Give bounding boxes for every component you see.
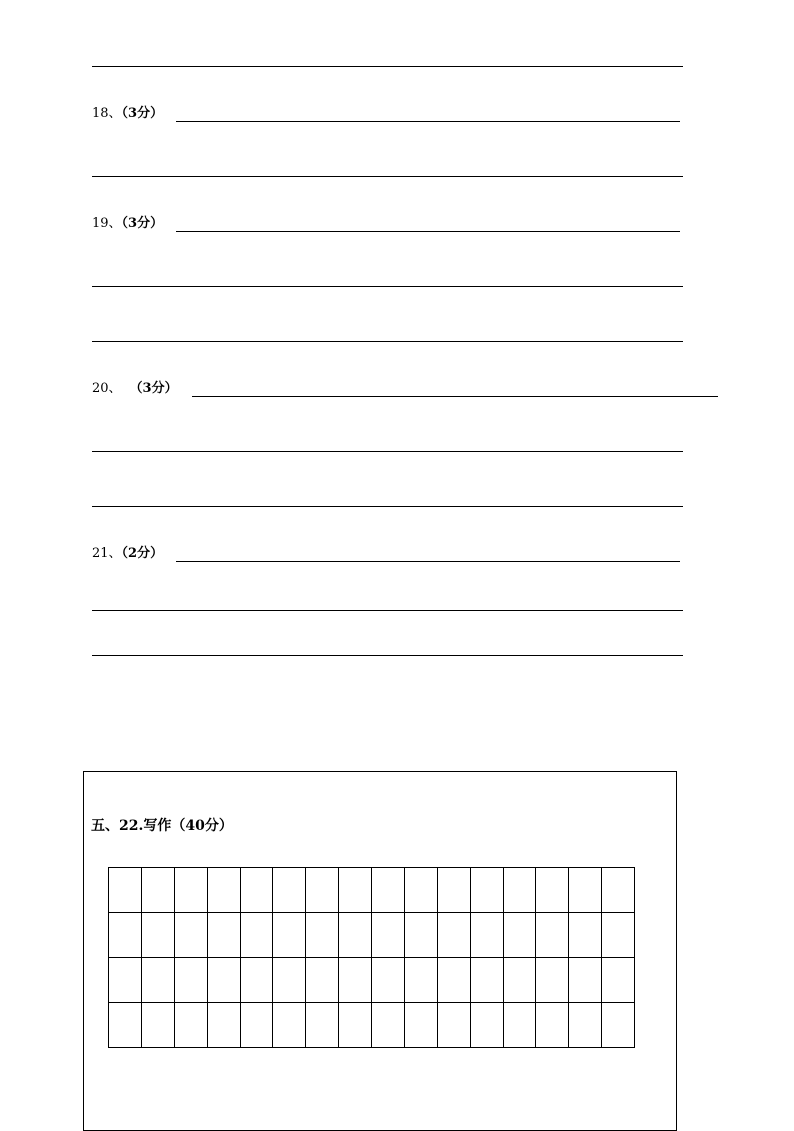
grid-cell[interactable] bbox=[372, 913, 405, 958]
grid-cell[interactable] bbox=[142, 1003, 175, 1048]
grid-cell[interactable] bbox=[405, 913, 438, 958]
answer-line[interactable] bbox=[92, 286, 683, 287]
grid-cell[interactable] bbox=[306, 913, 339, 958]
grid-cell[interactable] bbox=[339, 868, 372, 913]
grid-cell[interactable] bbox=[569, 958, 602, 1003]
grid-cell[interactable] bbox=[438, 1003, 471, 1048]
question-20-label bbox=[92, 381, 178, 397]
question-number: 18、 bbox=[92, 106, 122, 121]
answer-line[interactable] bbox=[192, 396, 718, 397]
question-number: 20、 bbox=[92, 381, 122, 396]
grid-cell[interactable] bbox=[504, 913, 537, 958]
grid-cell[interactable] bbox=[175, 958, 208, 1003]
question-18-label bbox=[92, 106, 163, 122]
grid-cell[interactable] bbox=[306, 868, 339, 913]
grid-cell[interactable] bbox=[405, 1003, 438, 1048]
answer-line[interactable] bbox=[176, 121, 680, 122]
grid-cell[interactable] bbox=[109, 958, 142, 1003]
answer-line[interactable] bbox=[92, 66, 683, 67]
question-points: （2分） bbox=[121, 546, 164, 561]
grid-cell[interactable] bbox=[273, 913, 306, 958]
grid-cell[interactable] bbox=[602, 913, 635, 958]
answer-line[interactable] bbox=[92, 506, 683, 507]
grid-cell[interactable] bbox=[372, 958, 405, 1003]
grid-cell[interactable] bbox=[142, 958, 175, 1003]
grid-cell[interactable] bbox=[536, 958, 569, 1003]
grid-cell[interactable] bbox=[536, 1003, 569, 1048]
question-points: （3分） bbox=[121, 216, 164, 231]
essay-writing-grid[interactable] bbox=[108, 867, 635, 1048]
answer-line[interactable] bbox=[92, 451, 683, 452]
grid-cell[interactable] bbox=[569, 1003, 602, 1048]
grid-cell[interactable] bbox=[372, 868, 405, 913]
grid-cell[interactable] bbox=[602, 868, 635, 913]
grid-cell[interactable] bbox=[339, 913, 372, 958]
question-number: 21、 bbox=[92, 546, 122, 561]
grid-cell[interactable] bbox=[306, 1003, 339, 1048]
question-21-label bbox=[92, 546, 163, 562]
question-points: （3分） bbox=[121, 106, 164, 121]
grid-cell[interactable] bbox=[569, 868, 602, 913]
grid-cell[interactable] bbox=[471, 1003, 504, 1048]
grid-cell[interactable] bbox=[471, 958, 504, 1003]
grid-cell[interactable] bbox=[208, 1003, 241, 1048]
grid-cell[interactable] bbox=[273, 1003, 306, 1048]
grid-cell[interactable] bbox=[175, 1003, 208, 1048]
grid-cell[interactable] bbox=[405, 958, 438, 1003]
grid-cell[interactable] bbox=[273, 868, 306, 913]
grid-cell[interactable] bbox=[241, 1003, 274, 1048]
grid-cell[interactable] bbox=[602, 958, 635, 1003]
grid-cell[interactable] bbox=[471, 913, 504, 958]
grid-cell[interactable] bbox=[208, 958, 241, 1003]
grid-cell[interactable] bbox=[175, 913, 208, 958]
grid-cell[interactable] bbox=[241, 958, 274, 1003]
grid-cell[interactable] bbox=[109, 1003, 142, 1048]
answer-line[interactable] bbox=[92, 655, 683, 656]
answer-line[interactable] bbox=[92, 610, 683, 611]
answer-line[interactable] bbox=[176, 231, 680, 232]
grid-cell[interactable] bbox=[306, 958, 339, 1003]
grid-cell[interactable] bbox=[438, 868, 471, 913]
grid-cell[interactable] bbox=[142, 913, 175, 958]
question-19-label bbox=[92, 216, 163, 232]
answer-line[interactable] bbox=[176, 561, 680, 562]
grid-cell[interactable] bbox=[273, 958, 306, 1003]
grid-cell[interactable] bbox=[339, 1003, 372, 1048]
grid-cell[interactable] bbox=[109, 868, 142, 913]
essay-title: 五、22.写作（40分） bbox=[91, 818, 233, 834]
grid-cell[interactable] bbox=[241, 913, 274, 958]
grid-cell[interactable] bbox=[372, 1003, 405, 1048]
grid-cell[interactable] bbox=[109, 913, 142, 958]
grid-cell[interactable] bbox=[142, 868, 175, 913]
grid-cell[interactable] bbox=[471, 868, 504, 913]
grid-cell[interactable] bbox=[504, 958, 537, 1003]
question-points: （3分） bbox=[129, 381, 178, 396]
grid-cell[interactable] bbox=[208, 868, 241, 913]
question-number: 19、 bbox=[92, 216, 122, 231]
grid-cell[interactable] bbox=[504, 1003, 537, 1048]
grid-cell[interactable] bbox=[208, 913, 241, 958]
grid-cell[interactable] bbox=[536, 868, 569, 913]
answer-line[interactable] bbox=[92, 341, 683, 342]
grid-cell[interactable] bbox=[438, 958, 471, 1003]
grid-cell[interactable] bbox=[175, 868, 208, 913]
grid-cell[interactable] bbox=[241, 868, 274, 913]
grid-cell[interactable] bbox=[569, 913, 602, 958]
answer-line[interactable] bbox=[92, 176, 683, 177]
grid-cell[interactable] bbox=[405, 868, 438, 913]
grid-cell[interactable] bbox=[438, 913, 471, 958]
grid-cell[interactable] bbox=[602, 1003, 635, 1048]
grid-cell[interactable] bbox=[504, 868, 537, 913]
grid-cell[interactable] bbox=[536, 913, 569, 958]
grid-cell[interactable] bbox=[339, 958, 372, 1003]
